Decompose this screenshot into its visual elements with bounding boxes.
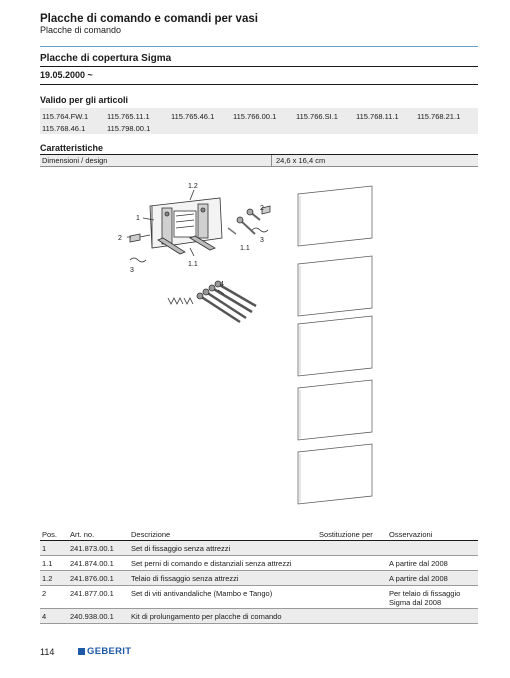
logo-square-icon [78,648,85,655]
article-code: 115.764.FW.1 [42,112,89,121]
cell-pos: 2 [42,589,47,598]
table-row [40,571,478,585]
cell-art: 241.876.00.1 [70,574,114,583]
cell-oss-line2: Sigma dal 2008 [389,598,442,607]
exploded-drawing [110,176,400,516]
page-subtitle: Placche di comando [40,25,122,35]
cell-pos: 4 [42,612,47,621]
cell-desc: Kit di prolungamento per placche di comando [131,612,282,621]
article-code: 115.765.46.1 [171,112,215,121]
section-title: Placche di copertura Sigma [40,53,172,64]
cell-art: 240.938.00.1 [70,612,114,621]
cell-oss: A partire dal 2008 [389,559,448,568]
table-row [40,556,478,570]
callout-label: 1.1 [240,245,250,252]
col-header-desc: Descrizione [131,530,171,539]
cell-desc: Set di fissaggio senza attrezzi [131,544,231,553]
extension-kit [168,281,256,322]
col-header-art: Art. no. [70,530,95,539]
characteristics-row [40,155,478,166]
table-row [40,609,478,623]
article-code: 115.768.21.1 [417,112,461,121]
table-row [40,586,478,608]
cell-art: 241.873.00.1 [70,544,114,553]
column-divider [271,155,272,166]
cell-oss: Per telaio di fissaggio [389,589,461,598]
row-divider [40,623,478,624]
characteristics-value: 24,6 x 16,4 cm [276,156,326,165]
article-code: 115.765.11.1 [107,112,150,121]
cell-desc: Set perni di comando e distanziali senza attrezzi [131,559,292,568]
section-date: 19.05.2000 ~ [40,70,93,80]
cell-art: 241.877.00.1 [70,589,114,598]
cell-desc: Telaio di fissaggio senza attrezzi [131,574,239,583]
cell-art: 241.874.00.1 [70,559,114,568]
callout-label: 1.2 [188,183,198,190]
callout-label: 2 [260,205,264,212]
table-row [40,541,478,555]
cell-oss: A partire dal 2008 [389,574,448,583]
brand-logo [78,646,131,657]
callout-label: 4 [220,281,224,288]
characteristics-label: Dimensioni / design [42,156,108,165]
callout-label: 1 [136,215,140,222]
page-number: 114 [40,647,55,657]
callout-label: 2 [118,235,122,242]
section-divider-2 [40,84,478,85]
cover-plate-stack [298,186,372,504]
article-code: 115.768.46.1 [42,124,86,133]
cell-pos: 1.1 [42,559,53,568]
left-screw-set [130,234,150,262]
callout-label: 3 [260,237,264,244]
cell-pos: 1 [42,544,47,553]
col-header-oss: Osservazioni [389,530,433,539]
valid-articles-heading: Valido per gli articoli [40,95,129,105]
article-code: 115.768.11.1 [356,112,399,121]
cell-desc: Set di viti antivandaliche (Mambo e Tango) [131,589,273,598]
page-title: Placche di comando e comandi per vasi [40,13,258,25]
col-header-pos: Pos. [42,530,58,539]
characteristics-bottom-rule [40,166,478,167]
article-code: 115.798.00.1 [107,124,151,133]
mounting-frame [150,198,222,254]
section-divider [40,66,478,67]
characteristics-heading: Caratteristiche [40,143,104,153]
col-header-sost: Sostituzione per [319,530,373,539]
header-divider [40,46,478,47]
article-code: 115.766.SI.1 [296,112,338,121]
callout-label: 3 [130,267,134,274]
article-code: 115.766.00.1 [233,112,277,121]
article-list [40,108,478,134]
cell-pos: 1.2 [42,574,53,583]
brand-name: GEBERIT [87,646,132,657]
callout-label: 1.1 [188,261,198,268]
